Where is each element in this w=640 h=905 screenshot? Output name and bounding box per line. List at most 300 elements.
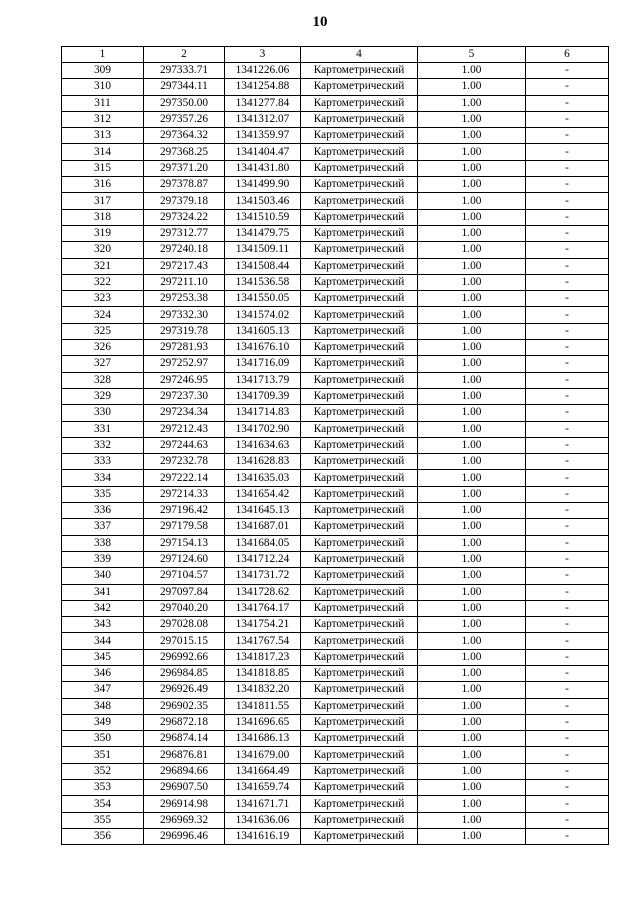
table-row: [62, 617, 609, 633]
x-coordinate-cell: 296914.98: [144, 796, 225, 812]
table-row: [62, 568, 609, 584]
y-coordinate-cell: 1341696.65: [225, 714, 301, 730]
table-row: [62, 274, 609, 290]
description-cell: -: [526, 812, 609, 828]
accuracy-cell: 1.00: [418, 307, 526, 323]
method-cell: Картометрический: [301, 323, 418, 339]
x-coordinate-cell: 297154.13: [144, 535, 225, 551]
y-coordinate-cell: 1341508.44: [225, 258, 301, 274]
description-cell: -: [526, 780, 609, 796]
x-coordinate-cell: 297364.32: [144, 128, 225, 144]
x-coordinate-cell: 296874.14: [144, 731, 225, 747]
x-coordinate-cell: 296894.66: [144, 763, 225, 779]
accuracy-cell: 1.00: [418, 160, 526, 176]
x-coordinate-cell: 297344.11: [144, 79, 225, 95]
accuracy-cell: 1.00: [418, 144, 526, 160]
table-row: [62, 454, 609, 470]
accuracy-cell: 1.00: [418, 454, 526, 470]
x-coordinate-cell: 297252.97: [144, 356, 225, 372]
x-coordinate-cell: 296969.32: [144, 812, 225, 828]
method-cell: Картометрический: [301, 649, 418, 665]
y-coordinate-cell: 1341634.63: [225, 437, 301, 453]
x-coordinate-cell: 297371.20: [144, 160, 225, 176]
accuracy-cell: 1.00: [418, 421, 526, 437]
y-coordinate-cell: 1341628.83: [225, 454, 301, 470]
point-number-cell: 334: [62, 470, 144, 486]
description-cell: -: [526, 796, 609, 812]
point-number-cell: 333: [62, 454, 144, 470]
method-cell: Картометрический: [301, 95, 418, 111]
table-row: [62, 388, 609, 404]
description-cell: -: [526, 649, 609, 665]
x-coordinate-cell: 297097.84: [144, 584, 225, 600]
point-number-cell: 332: [62, 437, 144, 453]
x-coordinate-cell: 297312.77: [144, 225, 225, 241]
y-coordinate-cell: 1341654.42: [225, 486, 301, 502]
point-number-cell: 345: [62, 649, 144, 665]
y-coordinate-cell: 1341709.39: [225, 388, 301, 404]
x-coordinate-cell: 296996.46: [144, 828, 225, 844]
table-row: [62, 714, 609, 730]
table-header-row: [62, 47, 609, 63]
x-coordinate-cell: 297028.08: [144, 617, 225, 633]
table-row: [62, 79, 609, 95]
table-row: [62, 519, 609, 535]
point-number-cell: 326: [62, 340, 144, 356]
accuracy-cell: 1.00: [418, 95, 526, 111]
y-coordinate-cell: 1341767.54: [225, 633, 301, 649]
accuracy-cell: 1.00: [418, 698, 526, 714]
x-coordinate-cell: 297379.18: [144, 193, 225, 209]
point-number-cell: 311: [62, 95, 144, 111]
y-coordinate-cell: 1341817.23: [225, 649, 301, 665]
column-header: 1: [62, 47, 144, 63]
table-row: [62, 812, 609, 828]
method-cell: Картометрический: [301, 519, 418, 535]
method-cell: Картометрический: [301, 665, 418, 681]
x-coordinate-cell: 296926.49: [144, 682, 225, 698]
x-coordinate-cell: 297319.78: [144, 323, 225, 339]
method-cell: Картометрический: [301, 79, 418, 95]
method-cell: Картометрический: [301, 242, 418, 258]
table-row: [62, 535, 609, 551]
description-cell: -: [526, 111, 609, 127]
y-coordinate-cell: 1341714.83: [225, 405, 301, 421]
y-coordinate-cell: 1341713.79: [225, 372, 301, 388]
description-cell: -: [526, 698, 609, 714]
table-row: [62, 649, 609, 665]
description-cell: -: [526, 274, 609, 290]
description-cell: -: [526, 617, 609, 633]
description-cell: -: [526, 79, 609, 95]
description-cell: -: [526, 323, 609, 339]
point-number-cell: 318: [62, 209, 144, 225]
method-cell: Картометрический: [301, 682, 418, 698]
y-coordinate-cell: 1341702.90: [225, 421, 301, 437]
method-cell: Картометрический: [301, 372, 418, 388]
point-number-cell: 342: [62, 600, 144, 616]
method-cell: Картометрический: [301, 356, 418, 372]
column-header: 5: [418, 47, 526, 63]
y-coordinate-cell: 1341716.09: [225, 356, 301, 372]
method-cell: Картометрический: [301, 486, 418, 502]
point-number-cell: 312: [62, 111, 144, 127]
y-coordinate-cell: 1341509.11: [225, 242, 301, 258]
description-cell: -: [526, 535, 609, 551]
accuracy-cell: 1.00: [418, 828, 526, 844]
point-number-cell: 335: [62, 486, 144, 502]
method-cell: Картометрический: [301, 503, 418, 519]
description-cell: -: [526, 128, 609, 144]
method-cell: Картометрический: [301, 128, 418, 144]
accuracy-cell: 1.00: [418, 503, 526, 519]
point-number-cell: 338: [62, 535, 144, 551]
x-coordinate-cell: 297040.20: [144, 600, 225, 616]
point-number-cell: 355: [62, 812, 144, 828]
point-number-cell: 325: [62, 323, 144, 339]
description-cell: -: [526, 470, 609, 486]
method-cell: Картометрический: [301, 747, 418, 763]
description-cell: -: [526, 177, 609, 193]
table-row: [62, 421, 609, 437]
x-coordinate-cell: 297237.30: [144, 388, 225, 404]
accuracy-cell: 1.00: [418, 519, 526, 535]
accuracy-cell: 1.00: [418, 242, 526, 258]
accuracy-cell: 1.00: [418, 763, 526, 779]
table-row: [62, 747, 609, 763]
y-coordinate-cell: 1341359.97: [225, 128, 301, 144]
accuracy-cell: 1.00: [418, 388, 526, 404]
description-cell: -: [526, 763, 609, 779]
x-coordinate-cell: 296876.81: [144, 747, 225, 763]
method-cell: Картометрический: [301, 470, 418, 486]
y-coordinate-cell: 1341671.71: [225, 796, 301, 812]
y-coordinate-cell: 1341479.75: [225, 225, 301, 241]
description-cell: -: [526, 307, 609, 323]
method-cell: Картометрический: [301, 160, 418, 176]
method-cell: Картометрический: [301, 812, 418, 828]
x-coordinate-cell: 297240.18: [144, 242, 225, 258]
point-number-cell: 351: [62, 747, 144, 763]
method-cell: Картометрический: [301, 535, 418, 551]
table-row: [62, 470, 609, 486]
method-cell: Картометрический: [301, 731, 418, 747]
description-cell: -: [526, 633, 609, 649]
point-number-cell: 327: [62, 356, 144, 372]
accuracy-cell: 1.00: [418, 714, 526, 730]
point-number-cell: 317: [62, 193, 144, 209]
description-cell: -: [526, 682, 609, 698]
point-number-cell: 356: [62, 828, 144, 844]
point-number-cell: 353: [62, 780, 144, 796]
y-coordinate-cell: 1341645.13: [225, 503, 301, 519]
y-coordinate-cell: 1341659.74: [225, 780, 301, 796]
y-coordinate-cell: 1341676.10: [225, 340, 301, 356]
x-coordinate-cell: 297333.71: [144, 63, 225, 79]
method-cell: Картометрический: [301, 763, 418, 779]
accuracy-cell: 1.00: [418, 812, 526, 828]
description-cell: -: [526, 160, 609, 176]
accuracy-cell: 1.00: [418, 225, 526, 241]
x-coordinate-cell: 296984.85: [144, 665, 225, 681]
accuracy-cell: 1.00: [418, 747, 526, 763]
accuracy-cell: 1.00: [418, 682, 526, 698]
accuracy-cell: 1.00: [418, 209, 526, 225]
accuracy-cell: 1.00: [418, 470, 526, 486]
x-coordinate-cell: 296902.35: [144, 698, 225, 714]
x-coordinate-cell: 297378.87: [144, 177, 225, 193]
x-coordinate-cell: 297244.63: [144, 437, 225, 453]
description-cell: -: [526, 486, 609, 502]
description-cell: -: [526, 828, 609, 844]
point-number-cell: 350: [62, 731, 144, 747]
description-cell: -: [526, 258, 609, 274]
accuracy-cell: 1.00: [418, 617, 526, 633]
table-row: [62, 356, 609, 372]
description-cell: -: [526, 144, 609, 160]
table-body: [62, 63, 609, 845]
method-cell: Картометрический: [301, 405, 418, 421]
method-cell: Картометрический: [301, 388, 418, 404]
accuracy-cell: 1.00: [418, 568, 526, 584]
accuracy-cell: 1.00: [418, 323, 526, 339]
point-number-cell: 320: [62, 242, 144, 258]
y-coordinate-cell: 1341431.80: [225, 160, 301, 176]
point-number-cell: 343: [62, 617, 144, 633]
point-number-cell: 341: [62, 584, 144, 600]
method-cell: Картометрический: [301, 780, 418, 796]
point-number-cell: 336: [62, 503, 144, 519]
method-cell: Картометрический: [301, 454, 418, 470]
x-coordinate-cell: 297281.93: [144, 340, 225, 356]
point-number-cell: 340: [62, 568, 144, 584]
table-row: [62, 193, 609, 209]
accuracy-cell: 1.00: [418, 356, 526, 372]
y-coordinate-cell: 1341679.00: [225, 747, 301, 763]
page-number: 10: [312, 14, 328, 30]
table-row: [62, 225, 609, 241]
table-row: [62, 340, 609, 356]
point-number-cell: 322: [62, 274, 144, 290]
method-cell: Картометрический: [301, 225, 418, 241]
method-cell: Картометрический: [301, 551, 418, 567]
method-cell: Картометрический: [301, 111, 418, 127]
x-coordinate-cell: 297253.38: [144, 291, 225, 307]
table-row: [62, 486, 609, 502]
description-cell: -: [526, 731, 609, 747]
table-row: [62, 437, 609, 453]
x-coordinate-cell: 297232.78: [144, 454, 225, 470]
table-row: [62, 763, 609, 779]
table-row: [62, 258, 609, 274]
table-row: [62, 780, 609, 796]
description-cell: -: [526, 291, 609, 307]
method-cell: Картометрический: [301, 193, 418, 209]
accuracy-cell: 1.00: [418, 79, 526, 95]
point-number-cell: 348: [62, 698, 144, 714]
point-number-cell: 316: [62, 177, 144, 193]
x-coordinate-cell: 297357.26: [144, 111, 225, 127]
point-number-cell: 328: [62, 372, 144, 388]
description-cell: -: [526, 519, 609, 535]
point-number-cell: 346: [62, 665, 144, 681]
accuracy-cell: 1.00: [418, 584, 526, 600]
point-number-cell: 352: [62, 763, 144, 779]
point-number-cell: 309: [62, 63, 144, 79]
x-coordinate-cell: 297124.60: [144, 551, 225, 567]
x-coordinate-cell: 297196.42: [144, 503, 225, 519]
table-row: [62, 242, 609, 258]
y-coordinate-cell: 1341254.88: [225, 79, 301, 95]
method-cell: Картометрический: [301, 714, 418, 730]
column-header: 3: [225, 47, 301, 63]
y-coordinate-cell: 1341684.05: [225, 535, 301, 551]
accuracy-cell: 1.00: [418, 405, 526, 421]
table-row: [62, 372, 609, 388]
y-coordinate-cell: 1341499.90: [225, 177, 301, 193]
point-number-cell: 330: [62, 405, 144, 421]
y-coordinate-cell: 1341636.06: [225, 812, 301, 828]
description-cell: -: [526, 209, 609, 225]
table-row: [62, 291, 609, 307]
y-coordinate-cell: 1341811.55: [225, 698, 301, 714]
table-row: [62, 177, 609, 193]
x-coordinate-cell: 297332.30: [144, 307, 225, 323]
table-row: [62, 551, 609, 567]
point-number-cell: 319: [62, 225, 144, 241]
table-row: [62, 307, 609, 323]
description-cell: -: [526, 372, 609, 388]
accuracy-cell: 1.00: [418, 780, 526, 796]
point-number-cell: 321: [62, 258, 144, 274]
point-number-cell: 339: [62, 551, 144, 567]
point-number-cell: 347: [62, 682, 144, 698]
accuracy-cell: 1.00: [418, 128, 526, 144]
y-coordinate-cell: 1341635.03: [225, 470, 301, 486]
x-coordinate-cell: 297350.00: [144, 95, 225, 111]
table-row: [62, 209, 609, 225]
table-row: [62, 731, 609, 747]
description-cell: -: [526, 421, 609, 437]
column-header: 4: [301, 47, 418, 63]
column-header: 6: [526, 47, 609, 63]
point-number-cell: 337: [62, 519, 144, 535]
description-cell: -: [526, 225, 609, 241]
method-cell: Картометрический: [301, 274, 418, 290]
y-coordinate-cell: 1341226.06: [225, 63, 301, 79]
x-coordinate-cell: 296907.50: [144, 780, 225, 796]
description-cell: -: [526, 454, 609, 470]
point-number-cell: 349: [62, 714, 144, 730]
description-cell: -: [526, 95, 609, 111]
table-row: [62, 665, 609, 681]
coordinates-table: [61, 46, 609, 845]
description-cell: -: [526, 584, 609, 600]
x-coordinate-cell: 296992.66: [144, 649, 225, 665]
accuracy-cell: 1.00: [418, 372, 526, 388]
accuracy-cell: 1.00: [418, 551, 526, 567]
x-coordinate-cell: 297104.57: [144, 568, 225, 584]
x-coordinate-cell: 297217.43: [144, 258, 225, 274]
y-coordinate-cell: 1341818.85: [225, 665, 301, 681]
method-cell: Картометрический: [301, 698, 418, 714]
table-row: [62, 111, 609, 127]
y-coordinate-cell: 1341605.13: [225, 323, 301, 339]
point-number-cell: 315: [62, 160, 144, 176]
description-cell: -: [526, 388, 609, 404]
accuracy-cell: 1.00: [418, 796, 526, 812]
y-coordinate-cell: 1341728.62: [225, 584, 301, 600]
accuracy-cell: 1.00: [418, 193, 526, 209]
y-coordinate-cell: 1341503.46: [225, 193, 301, 209]
description-cell: -: [526, 551, 609, 567]
y-coordinate-cell: 1341574.02: [225, 307, 301, 323]
method-cell: Картометрический: [301, 177, 418, 193]
point-number-cell: 313: [62, 128, 144, 144]
table-row: [62, 796, 609, 812]
accuracy-cell: 1.00: [418, 633, 526, 649]
description-cell: -: [526, 437, 609, 453]
y-coordinate-cell: 1341664.49: [225, 763, 301, 779]
table-row: [62, 323, 609, 339]
x-coordinate-cell: 297234.34: [144, 405, 225, 421]
method-cell: Картометрический: [301, 291, 418, 307]
method-cell: Картометрический: [301, 568, 418, 584]
accuracy-cell: 1.00: [418, 291, 526, 307]
accuracy-cell: 1.00: [418, 731, 526, 747]
table-row: [62, 584, 609, 600]
accuracy-cell: 1.00: [418, 665, 526, 681]
description-cell: -: [526, 242, 609, 258]
x-coordinate-cell: 297212.43: [144, 421, 225, 437]
point-number-cell: 324: [62, 307, 144, 323]
accuracy-cell: 1.00: [418, 340, 526, 356]
column-header: 2: [144, 47, 225, 63]
point-number-cell: 329: [62, 388, 144, 404]
y-coordinate-cell: 1341712.24: [225, 551, 301, 567]
accuracy-cell: 1.00: [418, 111, 526, 127]
y-coordinate-cell: 1341754.21: [225, 617, 301, 633]
y-coordinate-cell: 1341731.72: [225, 568, 301, 584]
method-cell: Картометрический: [301, 796, 418, 812]
table-row: [62, 698, 609, 714]
table-row: [62, 95, 609, 111]
description-cell: -: [526, 503, 609, 519]
table-row: [62, 633, 609, 649]
point-number-cell: 354: [62, 796, 144, 812]
point-number-cell: 310: [62, 79, 144, 95]
x-coordinate-cell: 297211.10: [144, 274, 225, 290]
accuracy-cell: 1.00: [418, 63, 526, 79]
y-coordinate-cell: 1341687.01: [225, 519, 301, 535]
method-cell: Картометрический: [301, 307, 418, 323]
y-coordinate-cell: 1341312.07: [225, 111, 301, 127]
table-row: [62, 160, 609, 176]
table-row: [62, 128, 609, 144]
y-coordinate-cell: 1341536.58: [225, 274, 301, 290]
accuracy-cell: 1.00: [418, 486, 526, 502]
accuracy-cell: 1.00: [418, 600, 526, 616]
x-coordinate-cell: 297324.22: [144, 209, 225, 225]
x-coordinate-cell: 297368.25: [144, 144, 225, 160]
description-cell: -: [526, 193, 609, 209]
y-coordinate-cell: 1341616.19: [225, 828, 301, 844]
y-coordinate-cell: 1341404.47: [225, 144, 301, 160]
table-row: [62, 600, 609, 616]
description-cell: -: [526, 568, 609, 584]
description-cell: -: [526, 405, 609, 421]
x-coordinate-cell: 297015.15: [144, 633, 225, 649]
